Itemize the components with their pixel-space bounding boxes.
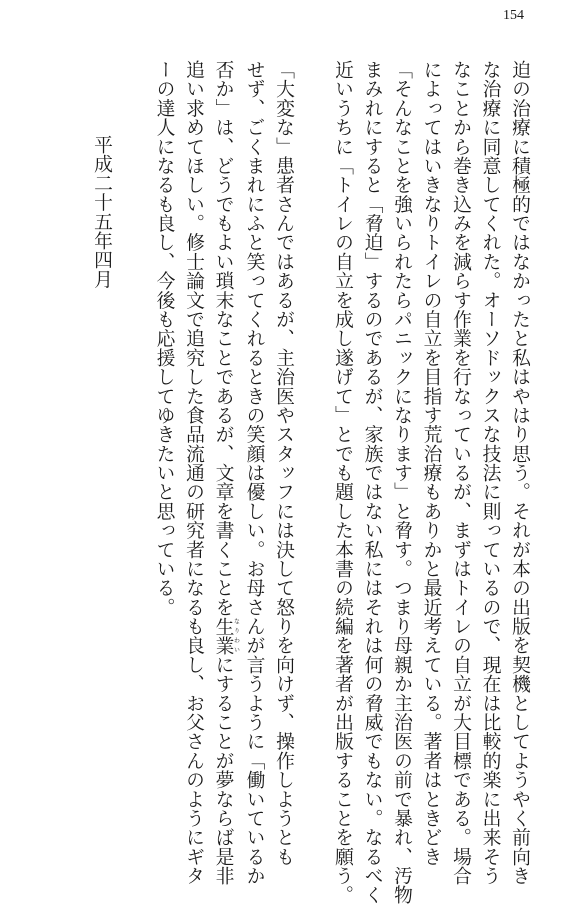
text-line: まみれにすると「脅迫」するのであるが、家族ではない私にはそれは何の脅威でもない。なるべく bbox=[361, 60, 383, 904]
date-line: 平成二十五年四月 bbox=[91, 135, 112, 289]
text-line: な治療に同意してくれた。オーソドックスな技法に則っているので、現在は比較的楽に出来そう bbox=[479, 60, 501, 886]
text-line: ーの達人になるも良し、今後も応援してゆきたいと思っている。 bbox=[153, 60, 175, 617]
page-number: 154 bbox=[503, 8, 524, 23]
text-line: 迫の治療に積極的ではなかったと私はやはり思う。それが本の出版を契機としてようやく前向き bbox=[509, 60, 530, 886]
ruby-base: 生業 bbox=[212, 616, 234, 655]
text-line: 「大変な」患者さんではあるが、主治医やスタッフには決して怒りを向けず、操作しようとも bbox=[273, 60, 294, 866]
text-line bbox=[208, 60, 240, 886]
text-segment: にすることが夢ならば是非 bbox=[212, 654, 234, 886]
ruby-reading: なりわい bbox=[232, 616, 240, 655]
text-line: によってはいきなりトイレの自立を目指す荒治療もありかと最近考えている。著者はときどき bbox=[420, 60, 442, 866]
text-line: なことから巻き込みを減らす作業を行なっているが、まずはトイレの自立が大目標である。場合 bbox=[450, 60, 471, 886]
text-line: せず、ごくまれにふと笑ってくれるときの笑顔は優しい。お母さんが言うように「働いているか bbox=[243, 60, 265, 886]
ruby-word bbox=[212, 616, 240, 655]
date-gap bbox=[116, 60, 149, 860]
text-line: 近いうちに「トイレの自立を成し遂げて」とでも題した本書の続編を著者が出版することを願う。 bbox=[332, 60, 353, 904]
text-line: 追い求めてほしい。修士論文で追究した食品流通の研究者になるも良し、お父さんのようにギタ bbox=[183, 60, 204, 886]
text-segment: 否か」は、どうでもよい瑣末なことであるが、文章を書くことを bbox=[212, 60, 234, 617]
body-text bbox=[87, 60, 535, 904]
text-line: 「そんなことを強いられたらパニックになります」と脅す。つまり母親か主治医の前で暴れ、汚物 bbox=[391, 60, 412, 904]
